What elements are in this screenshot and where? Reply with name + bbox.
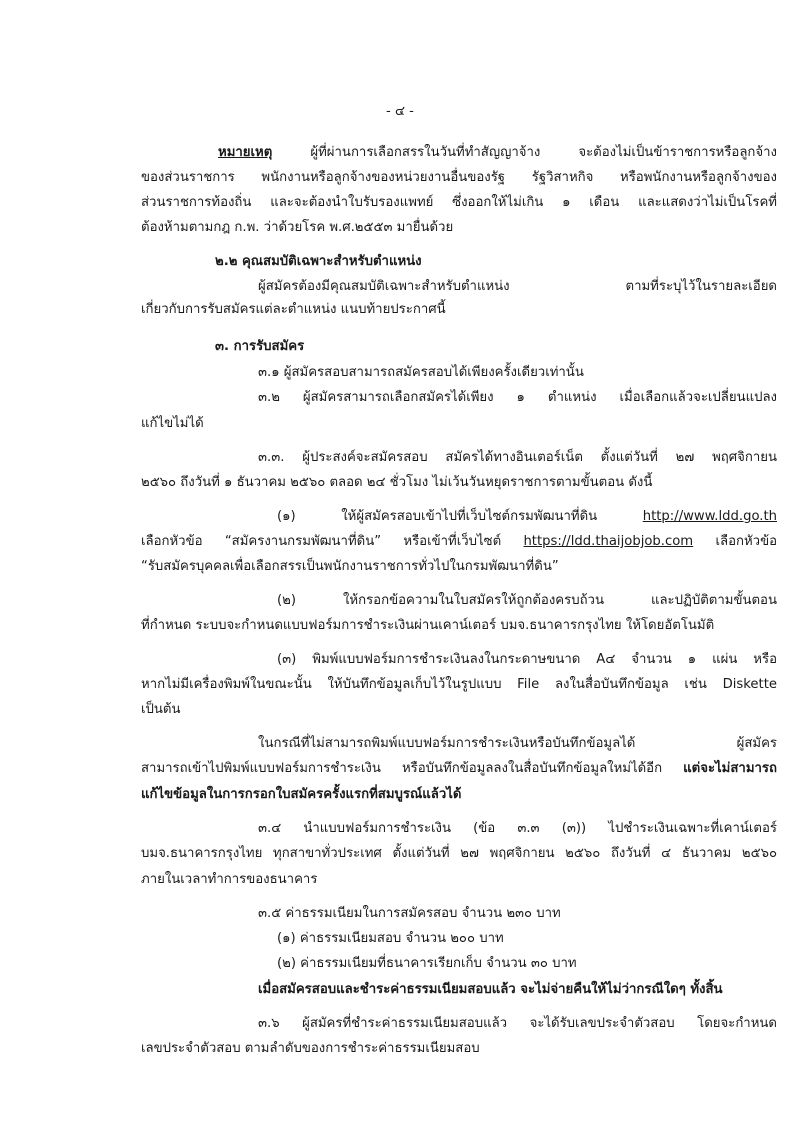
- note-line: [218, 143, 777, 163]
- paragraph-line: “รับสมัครบุคคลเพื่อเลือกสรรเป็นพนักงานราชการทั่วไปในกรมพัฒนาที่ดิน”: [141, 559, 559, 574]
- paragraph-line: แก้ไขไม่ได้: [141, 416, 204, 431]
- section-heading: ๒.๒ คุณสมบัติเฉพาะสำหรับตำแหน่ง: [215, 254, 422, 269]
- note-line: ส่วนราชการท้องถิ่น และจะต้องนำใบรับรองแพทย์ ซึ่งออกให้ไม่เกิน ๑ เดือน และแสดงว่าไม่เป็นโรคที่: [141, 195, 777, 210]
- bold-warning: แต่จะไม่สามารถ: [683, 761, 777, 776]
- page-number: - ๔ -: [386, 104, 414, 119]
- paragraph-line: ในกรณีที่ไม่สามารถพิมพ์แบบฟอร์มการชำระเงินหรือบันทึกข้อมูลได้ ผู้สมัคร: [258, 736, 777, 751]
- paragraph-line: ภายในเวลาทำการของธนาคาร: [141, 872, 318, 887]
- note-label: หมายเหตุ: [218, 145, 273, 160]
- paragraph-line: บมจ.ธนาคารกรุงไทย ทุกสาขาทั่วประเทศ ตั้งแต่วันที่ ๒๗ พฤศจิกายน ๒๕๖๐ ถึงวันที่ ๔ ธันวาคม ๒๕๖๐: [141, 846, 777, 861]
- paragraph-line: ๒๕๖๐ ถึงวันที่ ๑ ธันวาคม ๒๕๖๐ ตลอด ๒๔ ชั่วโมง ไม่เว้นวันหยุดราชการตามขั้นตอน ดังนี้: [141, 475, 653, 490]
- paragraph-line: ๓.๓. ผู้ประสงค์จะสมัครสอบ สมัครได้ทางอินเตอร์เน็ต ตั้งแต่วันที่ ๒๗ พฤศจิกายน: [258, 450, 777, 465]
- item-text: เลือกหัวข้อ: [693, 534, 778, 549]
- note-line: ต้องห้ามตามกฎ ก.พ. ว่าด้วยโรค พ.ศ.๒๕๕๓ มายื่นด้วย: [141, 220, 454, 235]
- fee-item: (๒) ค่าธรรมเนียมที่ธนาคารเรียกเก็บ จำนวน ๓๐ บาท: [277, 956, 577, 971]
- paragraph-line: [277, 507, 777, 527]
- note-text: ผู้ที่ผ่านการเลือกสรรในวันที่ทำสัญญาจ้าง จะต้องไม่เป็นข้าราชการหรือลูกจ้าง: [272, 145, 777, 160]
- paragraph-line: ๓.๖ ผู้สมัครที่ชำระค่าธรรมเนียมสอบแล้ว จะได้รับเลขประจำตัวสอบ โดยจะกำหนด: [258, 1016, 777, 1031]
- item-text: (๑) ให้ผู้สมัครสอบเข้าไปที่เว็บไซต์กรมพัฒนาที่ดิน: [277, 509, 643, 524]
- thaijobjob-link[interactable]: https://ldd.thaijobjob.com: [523, 534, 694, 549]
- paragraph-line: ๓.๒ ผู้สมัครสามารถเลือกสมัครได้เพียง ๑ ตำแหน่ง เมื่อเลือกแล้วจะเปลี่ยนแปลง: [258, 390, 777, 405]
- paragraph-line: ๓.๑ ผู้สมัครสอบสามารถสมัครสอบได้เพียงครั้งเดียวเท่านั้น: [258, 365, 584, 380]
- paragraph-line: ๓.๔ นำแบบฟอร์มการชำระเงิน (ข้อ ๓.๓ (๓)) ไปชำระเงินเฉพาะที่เคาน์เตอร์: [258, 821, 777, 836]
- paragraph-line: เป็นต้น: [141, 702, 181, 717]
- paragraph-line: [141, 759, 777, 779]
- section-heading: ๓. การรับสมัคร: [215, 339, 305, 354]
- paragraph-line: เกี่ยวกับการรับสมัครแต่ละตำแหน่ง แนบท้ายประกาศนี้: [141, 302, 446, 317]
- paragraph-line: [141, 532, 777, 552]
- item-text: สามารถเข้าไปพิมพ์แบบฟอร์มการชำระเงิน หรือบันทึกข้อมูลลงในสื่อบันทึกข้อมูลใหม่ได้อีก: [141, 761, 684, 776]
- ldd-website-link[interactable]: http://www.ldd.go.th: [642, 509, 777, 524]
- paragraph-line: ๓.๕ ค่าธรรมเนียมในการสมัครสอบ จำนวน ๒๓๐ บาท: [258, 906, 561, 921]
- paragraph-line: หากไม่มีเครื่องพิมพ์ในขณะนั้น ให้บันทึกข้อมูลเก็บไว้ในรูปแบบ File ลงในสื่อบันทึกข้อมูล เช่น Diskette: [141, 677, 777, 692]
- note-line: ของส่วนราชการ พนักงานหรือลูกจ้างของหน่วยงานอื่นของรัฐ รัฐวิสาหกิจ หรือพนักงานหรือลูกจ้างของ: [141, 170, 777, 185]
- bold-warning: แก้ไขข้อมูลในการกรอกใบสมัครครั้งแรกที่สมบูรณ์แล้วได้: [141, 787, 462, 802]
- bold-warning: เมื่อสมัครสอบและชำระค่าธรรมเนียมสอบแล้ว จะไม่จ่ายคืนให้ไม่ว่ากรณีใดๆ ทั้งสิ้น: [258, 982, 723, 997]
- paragraph-line: ที่กำหนด ระบบจะกำหนดแบบฟอร์มการชำระเงินผ่านเคาน์เตอร์ บมจ.ธนาคารกรุงไทย ให้โดยอัตโนมัติ: [141, 618, 715, 633]
- paragraph-line: (๓) พิมพ์แบบฟอร์มการชำระเงินลงในกระดาษขนาด A๔ จำนวน ๑ แผ่น หรือ: [277, 652, 777, 667]
- paragraph-line: เลขประจำตัวสอบ ตามลำดับของการชำระค่าธรรมเนียมสอบ: [141, 1041, 480, 1056]
- paragraph-line: ผู้สมัครต้องมีคุณสมบัติเฉพาะสำหรับตำแหน่ง ตามที่ระบุไว้ในรายละเอียด: [258, 279, 777, 294]
- item-text: เลือกหัวข้อ “สมัครงานกรมพัฒนาที่ดิน” หรือเข้าที่เว็บไซต์: [141, 534, 524, 549]
- paragraph-line: (๒) ให้กรอกข้อความในใบสมัครให้ถูกต้องครบถ้วน และปฏิบัติตามขั้นตอน: [277, 593, 777, 608]
- fee-item: (๑) ค่าธรรมเนียมสอบ จำนวน ๒๐๐ บาท: [277, 931, 504, 946]
